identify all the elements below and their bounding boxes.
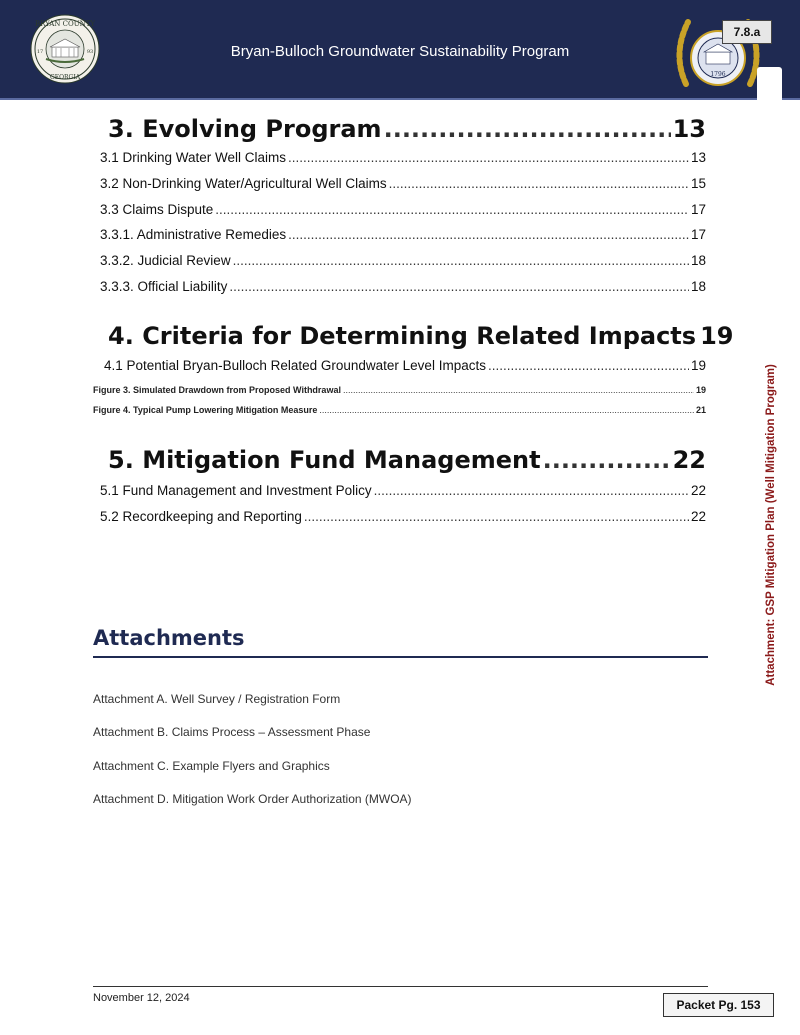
toc-entry[interactable]: 3.1 Drinking Water Well Claims ..... 13: [100, 150, 706, 165]
toc-section[interactable]: 3. Evolving Program ..... 13: [108, 115, 706, 143]
toc-page-number: 18: [690, 279, 706, 294]
toc-page-number: 22: [690, 483, 706, 498]
toc-page-number: 22: [672, 446, 706, 474]
svg-text:93: 93: [86, 49, 94, 55]
toc-section[interactable]: 4. Criteria for Determining Related Impacts 19: [108, 322, 734, 350]
footer-divider: [93, 986, 708, 987]
toc-page-number: 13: [672, 115, 706, 143]
toc-page-number: 21: [695, 405, 706, 415]
toc-page-number: 19: [700, 322, 734, 350]
attachments-divider: [93, 656, 708, 658]
toc-entry[interactable]: 4.1 Potential Bryan-Bulloch Related Groundwater Level Impacts ..... 19: [104, 358, 706, 373]
footer-date: November 12, 2024: [93, 992, 190, 1004]
toc-page-number: 19: [695, 385, 706, 395]
toc-page-number: 19: [690, 358, 706, 373]
toc-entry[interactable]: 3.2 Non-Drinking Water/Agricultural Well Claims ..... 15: [100, 176, 706, 191]
svg-text:GEORGIA: GEORGIA: [49, 74, 81, 81]
toc-entry[interactable]: 3.3.1. Administrative Remedies ..... 17: [100, 227, 706, 242]
toc-page-number: 17: [690, 202, 706, 217]
toc-page-number: 17: [690, 227, 706, 242]
attachments-heading: Attachments: [93, 626, 245, 650]
toc-entry[interactable]: 3.3.3. Official Liability ..... 18: [100, 279, 706, 294]
packet-page-badge: Packet Pg. 153: [663, 993, 774, 1017]
page-header: [0, 0, 800, 100]
attachment-item[interactable]: Attachment B. Claims Process – Assessment Phase: [93, 725, 371, 739]
attachment-item[interactable]: Attachment D. Mitigation Work Order Authorization (MWOA): [93, 792, 412, 806]
toc-entry[interactable]: 3.3.2. Judicial Review ..... 18: [100, 253, 706, 268]
toc-entry[interactable]: 3.3 Claims Dispute ..... 17: [100, 202, 706, 217]
svg-text:BRYAN COUNTY: BRYAN COUNTY: [34, 20, 96, 28]
toc-entry[interactable]: 5.2 Recordkeeping and Reporting ..... 22: [100, 509, 706, 524]
page-tab-marker: [757, 67, 782, 101]
svg-text:1796: 1796: [710, 71, 726, 78]
toc-page-number: 18: [690, 253, 706, 268]
program-title: Bryan-Bulloch Groundwater Sustainability Program: [230, 43, 570, 60]
toc-page-number: 15: [690, 176, 706, 191]
toc-section[interactable]: 5. Mitigation Fund Management ..... 22: [108, 446, 706, 474]
toc-page-number: 13: [690, 150, 706, 165]
agenda-item-tab: 7.8.a: [722, 20, 772, 44]
svg-text:17: 17: [36, 49, 44, 55]
toc-figure-entry[interactable]: Figure 3. Simulated Drawdown from Proposed Withdrawal ..... 19: [93, 385, 706, 395]
attachment-item[interactable]: Attachment C. Example Flyers and Graphics: [93, 759, 330, 773]
toc-page-number: 22: [690, 509, 706, 524]
toc-figure-entry[interactable]: Figure 4. Typical Pump Lowering Mitigation Measure ..... 21: [93, 405, 706, 415]
toc-entry[interactable]: 5.1 Fund Management and Investment Policy ..... 22: [100, 483, 706, 498]
attachment-item[interactable]: Attachment A. Well Survey / Registration Form: [93, 692, 341, 706]
